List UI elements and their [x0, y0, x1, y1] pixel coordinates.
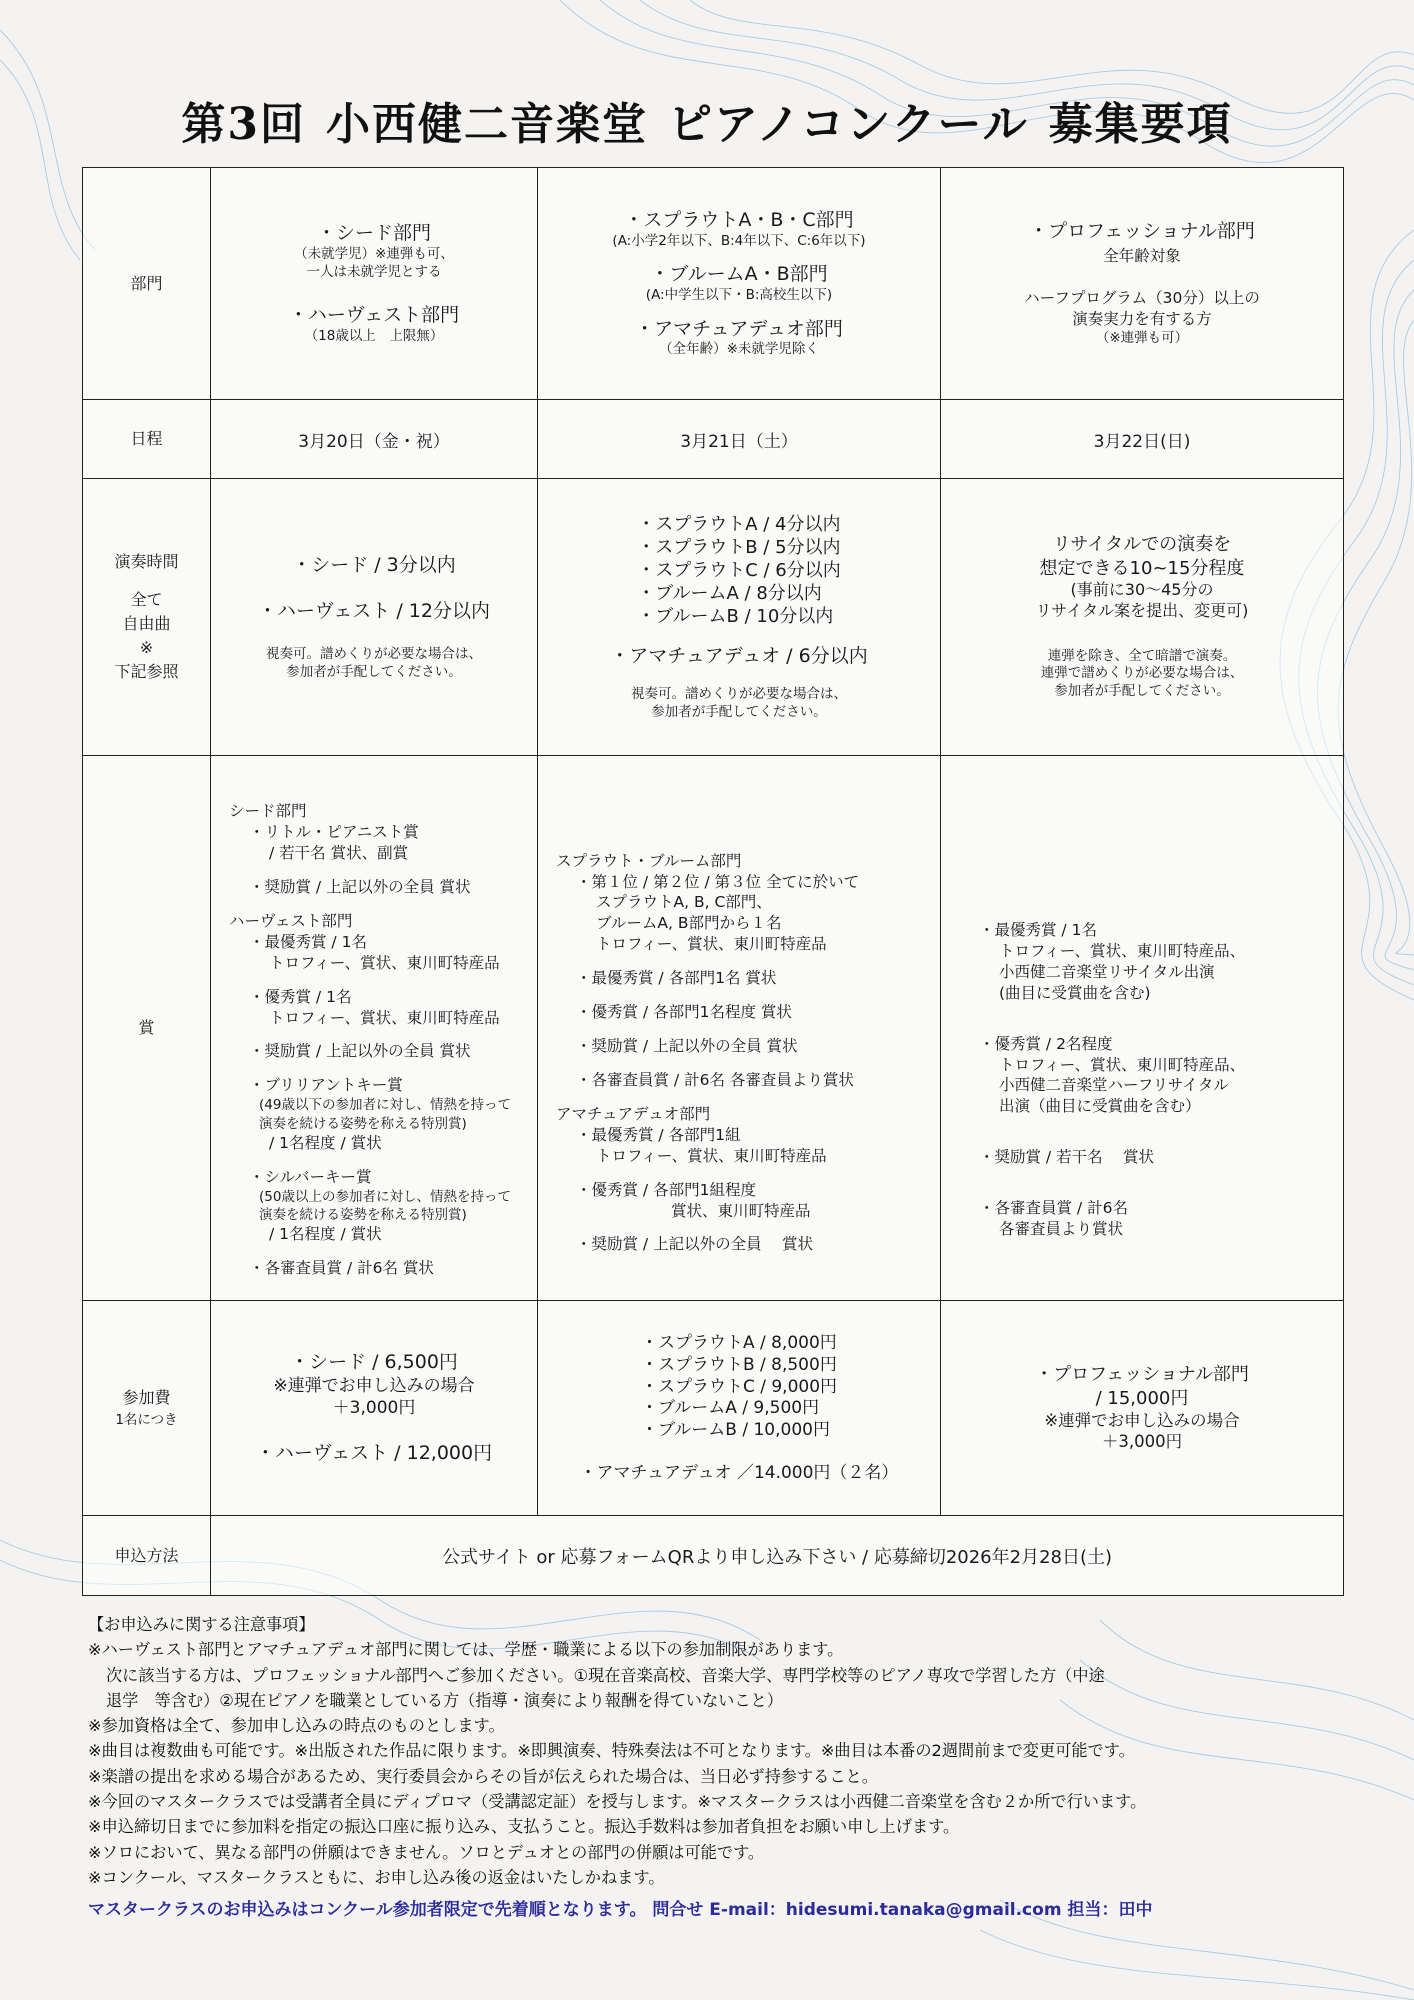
fee-line: / 15,000円 — [1095, 1387, 1189, 1409]
fee-line: ・スプラウトC / 9,000円 — [640, 1376, 838, 1397]
prize-line: トロフィー、賞状、東川町特産品 — [596, 935, 827, 954]
time-col1 — [211, 479, 538, 756]
prize-line: ブルームA, B部門から１名 — [596, 914, 782, 933]
time-line: リサイタル案を提出、変更可) — [1035, 601, 1249, 621]
bloom-note: (A:中学生以下・B:高校生以下) — [645, 287, 833, 304]
prize-line: トロフィー、賞状、東川町特産品 — [269, 953, 500, 972]
prize-line: (50歳以上の参加者に対し、情熱を持って — [259, 1188, 511, 1205]
row-label-schedule: 日程 — [83, 400, 211, 479]
label-line: 1名につき — [115, 1411, 178, 1428]
time-line: 想定できる10~15分程度 — [1039, 557, 1245, 579]
time-line: ・ブルームB / 10分以内 — [637, 605, 834, 627]
prize-col1 — [211, 756, 538, 1301]
prize-line: スプラウトA, B, C部門、 — [596, 893, 772, 912]
prize-line: (49歳以下の参加者に対し、情熱を持って — [259, 1097, 511, 1114]
row-label-time — [83, 479, 211, 756]
schedule-row — [83, 400, 1344, 479]
prize-heading: スプラウト・ブルーム部門 — [556, 851, 742, 870]
prize-line: / 若干名 賞状、副賞 — [269, 843, 409, 862]
prize-col2 — [538, 756, 941, 1301]
prize-col3 — [941, 756, 1344, 1301]
note-line: ※コンクール、マスタークラスともに、お申し込み後の返金はいたしかねます。 — [88, 1867, 665, 1887]
prize-line: ・奨励賞 / 上記以外の全員 賞状 — [576, 1235, 814, 1254]
title-part: 小西健二音楽堂 — [326, 99, 649, 150]
note-line: ※楽譜の提出を求める場合があるため、実行委員会からその旨が伝えられた場合は、当日必ず持参すること。 — [88, 1766, 878, 1786]
prize-line: ・奨励賞 / 上記以外の全員 賞状 — [576, 1037, 798, 1056]
notes-heading: 【お申込みに関する注意事項】 — [88, 1615, 315, 1634]
prize-heading: ハーヴェスト部門 — [229, 911, 353, 930]
apply-method-text: 公式サイト or 応募フォームQRより申し込み下さい / 応募締切2026年2月28日(土) — [211, 1516, 1344, 1596]
pro-req: 演奏実力を有する方 — [1072, 310, 1212, 329]
prize-line: トロフィー、賞状、東川町特産品 — [269, 1008, 500, 1027]
fee-col3 — [941, 1301, 1344, 1516]
pro-req: ハーフプログラム（30分）以上の — [1024, 289, 1260, 308]
title-part: 第3回 — [181, 99, 307, 150]
label-line: 下記参照 — [114, 662, 179, 681]
apply-row — [83, 1516, 1344, 1596]
title-part: 募集要項 — [1048, 99, 1233, 150]
time-note: 参加者が手配してください。 — [651, 703, 827, 720]
note-line: 次に該当する方は、プロフェッショナル部門へご参加ください。①現在音楽高校、音楽大学、専門学校等のピアノ専攻で学習した方（中途 — [106, 1665, 1105, 1685]
fee-col2 — [538, 1301, 941, 1516]
title-part: ピアノコンクール — [668, 99, 1029, 150]
prize-line: ・優秀賞 / 2名程度 — [979, 1034, 1113, 1053]
pro-division: ・プロフェッショナル部門 — [1029, 220, 1255, 243]
fee-line: ・ブルームB / 10,000円 — [640, 1420, 830, 1441]
fee-line: ・シード / 6,500円 — [290, 1351, 458, 1374]
division-col2 — [538, 168, 941, 400]
time-note: 視奏可。譜めくりが必要な場合は、 — [266, 646, 482, 663]
fee-line: ※連弾でお申し込みの場合 — [273, 1375, 475, 1396]
prize-line: ・各審査員賞 / 計6名 — [979, 1199, 1128, 1218]
time-line: ・シード / 3分以内 — [292, 553, 456, 576]
prize-line: / 1名程度 / 賞状 — [269, 1225, 382, 1243]
prize-line: ・各審査員賞 / 計6名 各審査員より賞状 — [576, 1070, 854, 1089]
prize-line: 小西健二音楽堂ハーフリサイタル — [999, 1076, 1229, 1095]
prize-line: (曲目に受賞曲を含む) — [999, 983, 1151, 1002]
sprout-division: ・スプラウトA・B・C部門 — [624, 209, 854, 232]
prize-line: ・最優秀賞 / 各部門1名 賞状 — [576, 969, 777, 988]
time-note: 参加者が手配してください。 — [286, 663, 462, 680]
label-line: 演奏時間 — [114, 552, 179, 571]
row-label-division: 部門 — [83, 168, 211, 400]
prize-line: ・シルバーキー賞 — [249, 1167, 372, 1186]
fee-line: ＋3,000円 — [1101, 1432, 1183, 1452]
prize-line: ・最優秀賞 / 各部門1組 — [576, 1125, 741, 1144]
note-line: ※ハーヴェスト部門とアマチュアデュオ部門に関しては、学歴・職業による以下の参加制限があります。 — [88, 1640, 844, 1660]
label-line: ※ — [139, 638, 154, 657]
fee-line: ＋3,000円 — [332, 1398, 416, 1418]
prize-line: ・優秀賞 / 1名 — [249, 987, 352, 1006]
prize-line: ・奨励賞 / 上記以外の全員 賞状 — [249, 1042, 471, 1061]
prize-line: ・第１位 / 第２位 / 第３位 全てに於いて — [576, 872, 860, 891]
prize-heading: シード部門 — [229, 802, 307, 821]
time-note: 参加者が手配してください。 — [1054, 682, 1230, 699]
harvest-note: （18歳以上 上限無） — [304, 327, 444, 344]
note-line: ※申込締切日までに参加料を指定の振込口座に振り込み、支払うこと。振込手数料は参加者負担をお願い申し上げます。 — [88, 1817, 960, 1837]
prize-line: ・奨励賞 / 上記以外の全員 賞状 — [249, 877, 471, 896]
seed-note: 一人は未就学児とする — [306, 263, 442, 280]
prize-line: 演奏を続ける姿勢を称える特別賞) — [259, 1206, 467, 1223]
time-line: ・ハーヴェスト / 12分以内 — [258, 600, 490, 623]
note-line: 退学 等含む）②現在ピアノを職業としている方（指導・演奏により報酬を得ていないこと） — [106, 1690, 783, 1710]
schedule-day1: 3月20日（金・祝） — [211, 400, 538, 479]
prize-line: トロフィー、賞状、東川町特産品、 — [999, 941, 1246, 960]
note-line: ※今回のマスタークラスでは受講者全員にディプロマ（受講認定証）を授与します。※マスタークラスは小西健二音楽堂を含む２か所で行います。 — [88, 1792, 1147, 1812]
duo-note: （全年齢）※未就学児除く — [659, 341, 819, 358]
note-line: ※ソロにおいて、異なる部門の併願はできません。ソロとデュオとの部門の併願は可能です。 — [88, 1842, 765, 1862]
prize-line: ・優秀賞 / 各部門1名程度 賞状 — [576, 1003, 792, 1022]
prize-line: ・最優秀賞 / 1名 — [249, 932, 367, 951]
time-col3 — [941, 479, 1344, 756]
prize-line: ・優秀賞 / 各部門1組程度 — [576, 1180, 756, 1199]
time-line: ・アマチュアデュオ / 6分以内 — [610, 644, 868, 667]
seed-division: ・シード部門 — [316, 222, 431, 245]
pro-req: （※連弾も可） — [1095, 329, 1189, 346]
application-notes — [88, 1612, 1348, 1890]
row-label-apply: 申込方法 — [83, 1516, 211, 1596]
prize-line: 賞状、東川町特産品 — [671, 1201, 811, 1220]
time-line: (事前に30～45分の — [1070, 580, 1214, 600]
row-label-prize: 賞 — [83, 756, 211, 1301]
fee-line: ・スプラウトA / 8,000円 — [640, 1333, 837, 1354]
time-line: リサイタルでの演奏を — [1052, 534, 1232, 556]
sprout-note: (A:小学2年以下、B:4年以下、C:6年以下) — [612, 232, 866, 249]
division-row — [83, 168, 1344, 400]
duo-division: ・アマチュアデュオ部門 — [635, 317, 843, 340]
harvest-division: ・ハーヴェスト部門 — [288, 304, 460, 327]
prize-line: 各審査員より賞状 — [999, 1220, 1124, 1239]
division-col3 — [941, 168, 1344, 400]
prize-line: ・奨励賞 / 若干名 賞状 — [979, 1148, 1155, 1167]
prize-line: ・リトル・ピアニスト賞 — [249, 823, 419, 842]
time-line: ・スプラウトC / 6分以内 — [637, 559, 841, 581]
page-title — [0, 88, 1414, 152]
label-line: 参加費 — [122, 1387, 171, 1407]
note-line: ※曲目は複数曲も可能です。※出版された作品に限ります。※即興演奏、特殊奏法は不可となります。※曲目は本番の2週間前まで変更可能です。 — [88, 1741, 1135, 1761]
performance-time-row — [83, 479, 1344, 756]
fee-line: ・プロフェッショナル部門 — [1035, 1364, 1249, 1386]
time-line: ・スプラウトB / 5分以内 — [637, 536, 841, 558]
fee-col1 — [211, 1301, 538, 1516]
prize-line: ・各審査員賞 / 計6名 賞状 — [249, 1258, 434, 1277]
division-col1 — [211, 168, 538, 400]
pro-note: 全年齢対象 — [1103, 247, 1181, 266]
fee-line: ・ブルームA / 9,500円 — [640, 1398, 820, 1419]
row-label-fee — [83, 1301, 211, 1516]
label-line: 全て — [130, 590, 163, 609]
time-note: 連弾で譜めくりが必要な場合は、 — [1040, 665, 1244, 682]
prize-line: 出演（曲目に受賞曲を含む） — [999, 1097, 1201, 1116]
prize-line: ・ブリリアントキー賞 — [249, 1076, 403, 1095]
schedule-day2: 3月21日（土） — [538, 400, 941, 479]
prize-row — [83, 756, 1344, 1301]
schedule-day3: 3月22日(日) — [941, 400, 1344, 479]
prize-line: ・最優秀賞 / 1名 — [979, 920, 1097, 939]
contact-line: マスタークラスのお申込みはコンクール参加者限定で先着順となります。 問合せ E-mail：hidesumi.tanaka@gmail.com 担当：田中 — [88, 1900, 1153, 1920]
time-note: 視奏可。譜めくりが必要な場合は、 — [631, 686, 847, 703]
label-line: 自由曲 — [122, 614, 171, 633]
prize-line: / 1名程度 / 賞状 — [269, 1133, 382, 1152]
seed-note: （未就学児）※連弾も可、 — [294, 246, 454, 263]
prize-line: トロフィー、賞状、東川町特産品 — [596, 1146, 827, 1165]
prize-line: 演奏を続ける姿勢を称える特別賞) — [259, 1115, 467, 1132]
prize-heading: アマチュアデュオ部門 — [556, 1104, 711, 1123]
fee-line: ※連弾でお申し込みの場合 — [1044, 1410, 1240, 1430]
time-col2 — [538, 479, 941, 756]
time-line: ・スプラウトA / 4分以内 — [637, 513, 841, 535]
guidelines-table — [82, 167, 1344, 1596]
prize-line: 小西健二音楽堂リサイタル出演 — [999, 962, 1215, 981]
bloom-division: ・ブルームA・B部門 — [650, 263, 828, 286]
prize-line: トロフィー、賞状、東川町特産品、 — [999, 1055, 1246, 1074]
fee-line: ・ハーヴェスト / 12,000円 — [255, 1442, 493, 1465]
note-line: ※参加資格は全て、参加申し込みの時点のものとします。 — [88, 1716, 505, 1736]
fee-line: ・アマチュアデュオ ／14.000円（２名） — [579, 1462, 899, 1483]
fee-line: ・スプラウトB / 8,500円 — [640, 1354, 837, 1375]
time-note: 連弾を除き、全て暗譜で演奏。 — [1047, 647, 1237, 664]
fee-row — [83, 1301, 1344, 1516]
time-line: ・ブルームA / 8分以内 — [637, 582, 822, 604]
